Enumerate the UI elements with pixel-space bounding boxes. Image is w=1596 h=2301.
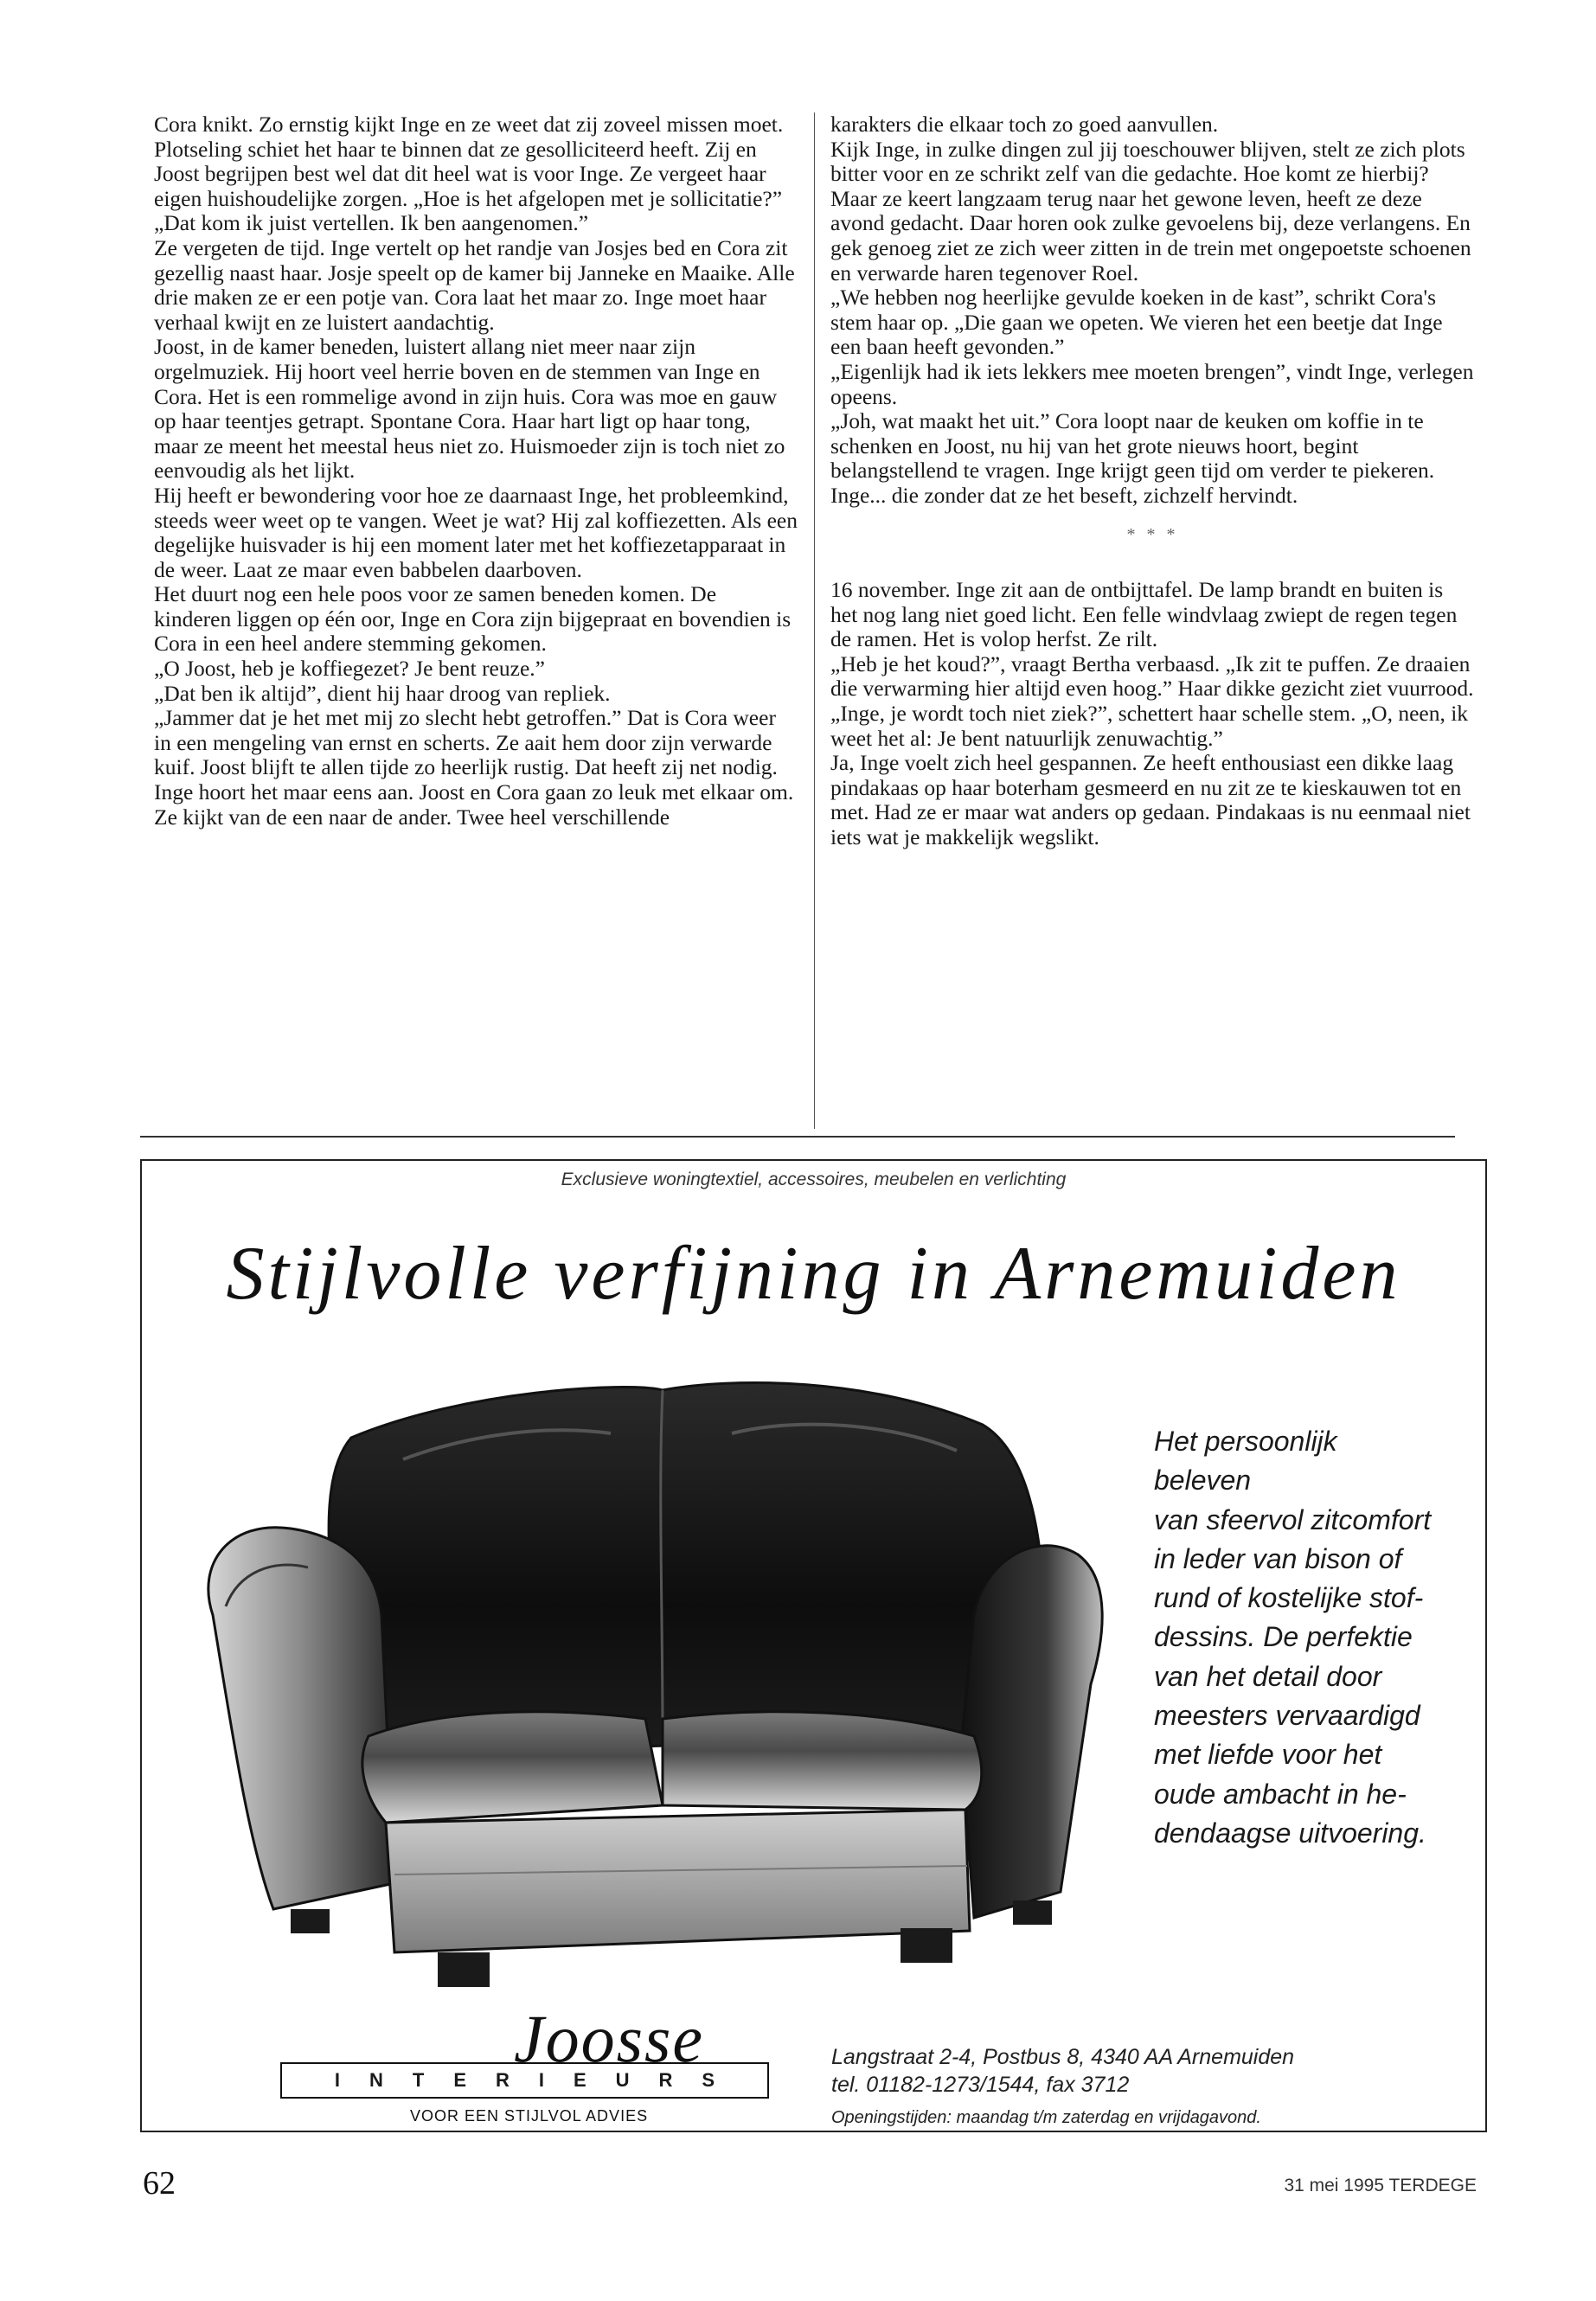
ad-copy-line: dessins. De perfektie (1154, 1621, 1413, 1653)
paragraph: „Joh, wat maakt het uit.” Cora loopt naar de keuken om koffie in te schenken en Joost, nu hij van het grote nieuws hoort, begint belangstellend te vragen. Inge krijgt geen tijd om verder te piekeren. Inge... die zonder dat ze het beseft, zichzelf hervindt. (830, 408, 1435, 508)
store-address (831, 2043, 1294, 2131)
paragraph: Cora knikt. Zo ernstig kijkt Inge en ze weet dat zij zoveel missen moet. Plotseling schiet het haar te binnen dat ze gesolliciteerd heeft. Zij en Joost begrijpen best wel dat dit heel wat is voor Inge. Ze vergeet haar eigen huishoudelijke zorgen. „Hoe is het afgelopen met je sollicitatie?” (154, 112, 784, 211)
ad-copy-line: in leder van bison of (1154, 1542, 1402, 1574)
paragraph: „Eigenlijk had ik iets lekkers mee moeten brengen”, vindt Inge, verlegen opeens. (830, 358, 1474, 409)
article-left-column (154, 112, 798, 830)
ad-title: Stijlvolle verfijning in Arnemuiden (226, 1232, 1401, 1316)
logo-bar (280, 2062, 769, 2099)
ad-copy-line: rund of kostelijke stof- (1154, 1582, 1424, 1614)
phone-line: tel. 01182-1273/1544, fax 3712 (831, 2073, 1130, 2097)
ad-copy-line: Het persoonlijk beleven (1154, 1426, 1337, 1497)
ad-copy-line: van het detail door (1154, 1660, 1382, 1692)
paragraph: karakters die elkaar toch zo goed aanvullen. (830, 112, 1219, 137)
address-line: Langstraat 2-4, Postbus 8, 4340 AA Arnemuiden (831, 2045, 1295, 2069)
ad-subtitle: Exclusieve woningtextiel, accessoires, meubelen en verlichting (561, 1170, 1067, 1189)
sofa-illustration (178, 1356, 1112, 2039)
paragraph: Ja, Inge voelt zich heel gespannen. Ze heeft enthousiast een dikke laag pindakaas op haar boterham gesmeerd en nu zit ze te kieskauwen tot en met. Had ze er maar wat anders op gedaan. Pindakaas is nu eenmaal niet iets wat je makkelijk wegslikt. (830, 750, 1471, 850)
horizontal-rule (140, 1136, 1455, 1138)
paragraph: Hij heeft er bewondering voor hoe ze daarnaast Inge, het probleemkind, steeds weer weet op te vangen. Weet je wat? Hij zal koffiezetten. Als een degelijke huisvader is hij een moment later met het koffiezetapparaat in de weer. Laat ze maar even babbelen daarboven. (154, 482, 798, 582)
paragraph: „Jammer dat je het met mij zo slecht hebt getroffen.” Dat is Cora weer in een mengeling van ernst en scherts. Ze aait hem door zijn verwarde kuif. Joost blijft te allen tijde zo heerlijk rustig. Dat heeft zij net nodig. Inge hoort het maar eens aan. Joost en Cora gaan zo leuk met elkaar om. Ze kijkt van de een naar de ander. Twee heel verschillende (154, 705, 794, 830)
paragraph: „Heb je het koud?”, vraagt Bertha verbaasd. „Ik zit te puffen. Ze draaien die verwarming hier altijd even hoog.” Haar dikke gezicht ziet vuurrood. „Inge, je wordt toch niet ziek?”, schettert haar schelle stem. „O, neen, ik weet het al: Je bent natuurlijk zenuwachtig.” (830, 651, 1474, 751)
page-number: 62 (143, 2165, 176, 2202)
paragraph: „Dat ben ik altijd”, dient hij haar droog van repliek. (154, 680, 611, 706)
paragraph: 16 november. Inge zit aan de ontbijttafel. De lamp brandt en buiten is het nog lang niet goed licht. Een felle windvlaag zwiept de regen tegen de ramen. Het is volop herfst. Ze rilt. (830, 577, 1458, 652)
logo-tagline: VOOR EEN STIJLVOL ADVIES (410, 2107, 649, 2125)
paragraph: „Dat kom ik juist vertellen. Ik ben aangenomen.” (154, 210, 589, 236)
advertisement (140, 1159, 1487, 2132)
ad-copy-line: met liefde voor het (1154, 1739, 1382, 1771)
logo-script: Joosse (514, 2001, 704, 2076)
ad-copy (1154, 1422, 1439, 1853)
section-separator: * * * (1126, 524, 1179, 544)
opening-hours: Openingstijden: maandag t/m zaterdag en vrijdagavond. (831, 2108, 1261, 2127)
paragraph: Het duurt nog een hele poos voor ze samen beneden komen. De kinderen liggen op één oor, Inge en Cora zijn bijgepraat en bovendien is Cora in een heel andere stemming gekomen. (154, 581, 792, 657)
paragraph: „We hebben nog heerlijke gevulde koeken in de kast”, schrikt Cora's stem haar op. „Die gaan we opeten. We vieren het een beetje dat Inge een baan heeft gevonden.” (830, 285, 1443, 360)
ad-copy-line: oude ambacht in he- (1154, 1778, 1407, 1810)
ad-copy-line: meesters vervaardigd (1154, 1700, 1420, 1732)
paragraph: Kijk Inge, in zulke dingen zul jij toeschouwer blijven, stelt ze zich plots bitter voor en ze schrikt zelf van die gedachte. Hoe komt ze hierbij? Maar ze keert langzaam terug naar het gewone leven, heeft ze deze avond gedacht. Daar horen ook zulke gevoelens bij, deze verlangens. En gek genoeg ziet ze zich weer zitten in de trein met ongepoetste schoenen en verwarde haren tegenover Roel. (830, 136, 1471, 285)
article-right-column (830, 112, 1475, 850)
issue-date: 31 mei 1995 TERDEGE (1284, 2176, 1477, 2195)
ad-copy-line: van sfeervol zitcomfort (1154, 1503, 1432, 1535)
paragraph: Ze vergeten de tijd. Inge vertelt op het randje van Josjes bed en Cora zit gezellig naast haar. Josje speelt op de kamer bij Janneke en Maaike. Alle drie maken ze er een potje van. Cora laat het maar zo. Inge moet haar verhaal kwijt en ze luistert aandachtig. (154, 234, 795, 335)
column-divider (814, 112, 815, 1129)
ad-copy-line: dendaagse uitvoering. (1154, 1817, 1426, 1849)
joosse-logo (272, 2000, 929, 2130)
paragraph: Joost, in de kamer beneden, luistert allang niet meer naar zijn orgelmuziek. Hij hoort veel herrie boven en de stemmen van Inge en Cora. Het is een rommelige avond in zijn huis. Cora was moe en gauw op haar teentjes getrapt. Spontane Cora. Haar hart ligt op haar tong, maar ze meent het meestal heus niet zo. Huismoeder zijn is toch niet zo eenvoudig als het lijkt. (154, 334, 785, 484)
paragraph: „O Joost, heb je koffiegezet? Je bent reuze.” (154, 656, 545, 682)
logo-bar-text: INTERIEURS (334, 2069, 745, 2091)
